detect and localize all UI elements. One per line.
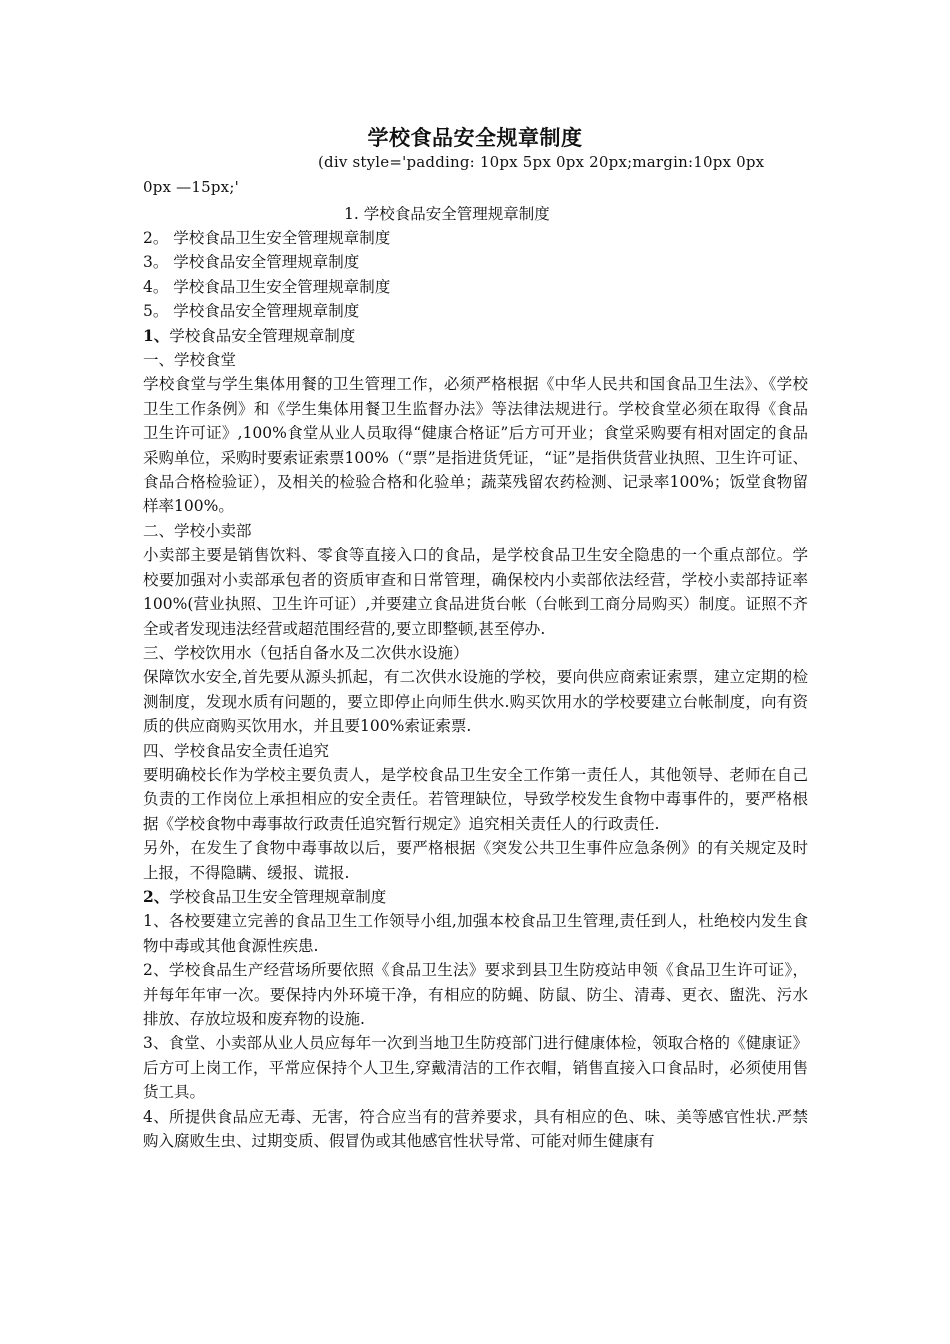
part-3-paragraph: 保障饮水安全,首先要从源头抓起，有二次供水设施的学校，要向供应商索证索票，建立定期的检测制度，发现水质有问题的，要立即停止向师生供水.购买饮用水的学校要建立台帐制度，向有资质的供应商购买饮用水，并且要100%索证索票.: [143, 668, 808, 736]
part-1-heading: 一、学校食堂: [143, 351, 237, 370]
part-4-heading: 四、学校食品安全责任追究: [143, 741, 330, 760]
section-1-heading: [143, 324, 808, 348]
part-2-paragraph: 小卖部主要是销售饮料、零食等直接入口的食品，是学校食品卫生安全隐患的一个重点部位。学校要加强对小卖部承包者的资质审查和日常管理，确保校内小卖部依法经营，学校小卖部持证率100%(营业执照、卫生许可证）,并要建立食品进货台帐（台帐到工商分局购买）制度。证照不齐全或者发现违法经营或超范围经营的,要立即整顿,甚至停办.: [143, 546, 808, 638]
stray-code-line-2: 0px —15px;': [143, 178, 239, 196]
part-4-extra-paragraph: 另外，在发生了食物中毒事故以后，要严格根据《突发公共卫生事件应急条例》的有关规定及时上报，不得隐瞒、缓报、谎报.: [143, 839, 808, 882]
rule-4: 4、所提供食品应无毒、无害，符合应当有的营养要求，具有相应的色、味、美等感官性状.严禁购入腐败生虫、过期变质、假冒伪或其他感官性状导常、可能对师生健康有: [143, 1107, 808, 1151]
section-2-title: 学校食品卫生安全管理规章制度: [169, 887, 387, 906]
section-1-number: 1、: [143, 325, 170, 345]
toc-item-3: 3。 学校食品安全管理规章制度: [143, 253, 360, 272]
rule-3: 3、食堂、小卖部从业人员应每年一次到当地卫生防疫部门进行健康体检，领取合格的《健康证》后方可上岗工作，平常应保持个人卫生,穿戴清洁的工作衣帽，销售直接入口食品时，必须使用售货工具。: [143, 1034, 808, 1102]
document-title: 学校食品安全规章制度: [367, 125, 583, 150]
part-3-heading: 三、学校饮用水（包括自备水及二次供水设施）: [143, 643, 469, 662]
section-1-title: 学校食品安全管理规章制度: [169, 326, 356, 345]
rule-2: 2、学校食品生产经营场所要依照《食品卫生法》要求到县卫生防疫站申领《食品卫生许可证》，并每年年审一次。要保持内外环境干净，有相应的防蝇、防鼠、防尘、清毒、更衣、盥洗、污水排放、存放垃圾和废弃物的设施.: [143, 961, 808, 1028]
section-2-number: 2、: [143, 886, 170, 906]
toc-item-4: 4。 学校食品卫生安全管理规章制度: [143, 277, 391, 296]
document-body: [143, 226, 808, 1153]
part-1-paragraph: 学校食堂与学生集体用餐的卫生管理工作，必须严格根据《中华人民共和国食品卫生法》、《学校卫生工作条例》和《学生集体用餐卫生监督办法》等法律法规进行。学校食堂必须在取得《食品卫生许可证》,100%食堂从业人员取得“健康合格证”后方可开业；食堂采购要有相对固定的食品采购单位，采购时要索证索票100%（“票”是指进货凭证，“证”是指供货营业执照、卫生许可证、食品合格检验证），及相关的检验合格和化验单；蔬菜残留农药检测、记录率100%；饭堂食物留样率100%。: [143, 375, 809, 516]
toc-item-2: 2。 学校食品卫生安全管理规章制度: [143, 229, 391, 247]
rule-1: 1、各校要建立完善的食品卫生工作领导小组,加强本校食品卫生管理,责任到人，杜绝校内发生食物中毒或其他食源性疾患.: [143, 912, 808, 955]
section-2-heading: [143, 885, 808, 909]
toc-item-1: 1. 学校食品安全管理规章制度: [344, 205, 550, 223]
part-4-paragraph: 要明确校长作为学校主要负责人，是学校食品卫生安全工作第一责任人，其他领导、老师在自己负责的工作岗位上承担相应的安全责任。若管理缺位，导致学校发生食物中毒事件的，要严格根据《学校食物中毒事故行政责任追究暂行规定》追究相关责任人的行政责任.: [143, 765, 808, 833]
stray-code-line-1: (div style='padding: 10px 5px 0px 20px;margin:10px 0px: [318, 153, 765, 171]
toc-item-5: 5。 学校食品安全管理规章制度: [143, 302, 360, 321]
part-2-heading: 二、学校小卖部: [143, 521, 252, 540]
